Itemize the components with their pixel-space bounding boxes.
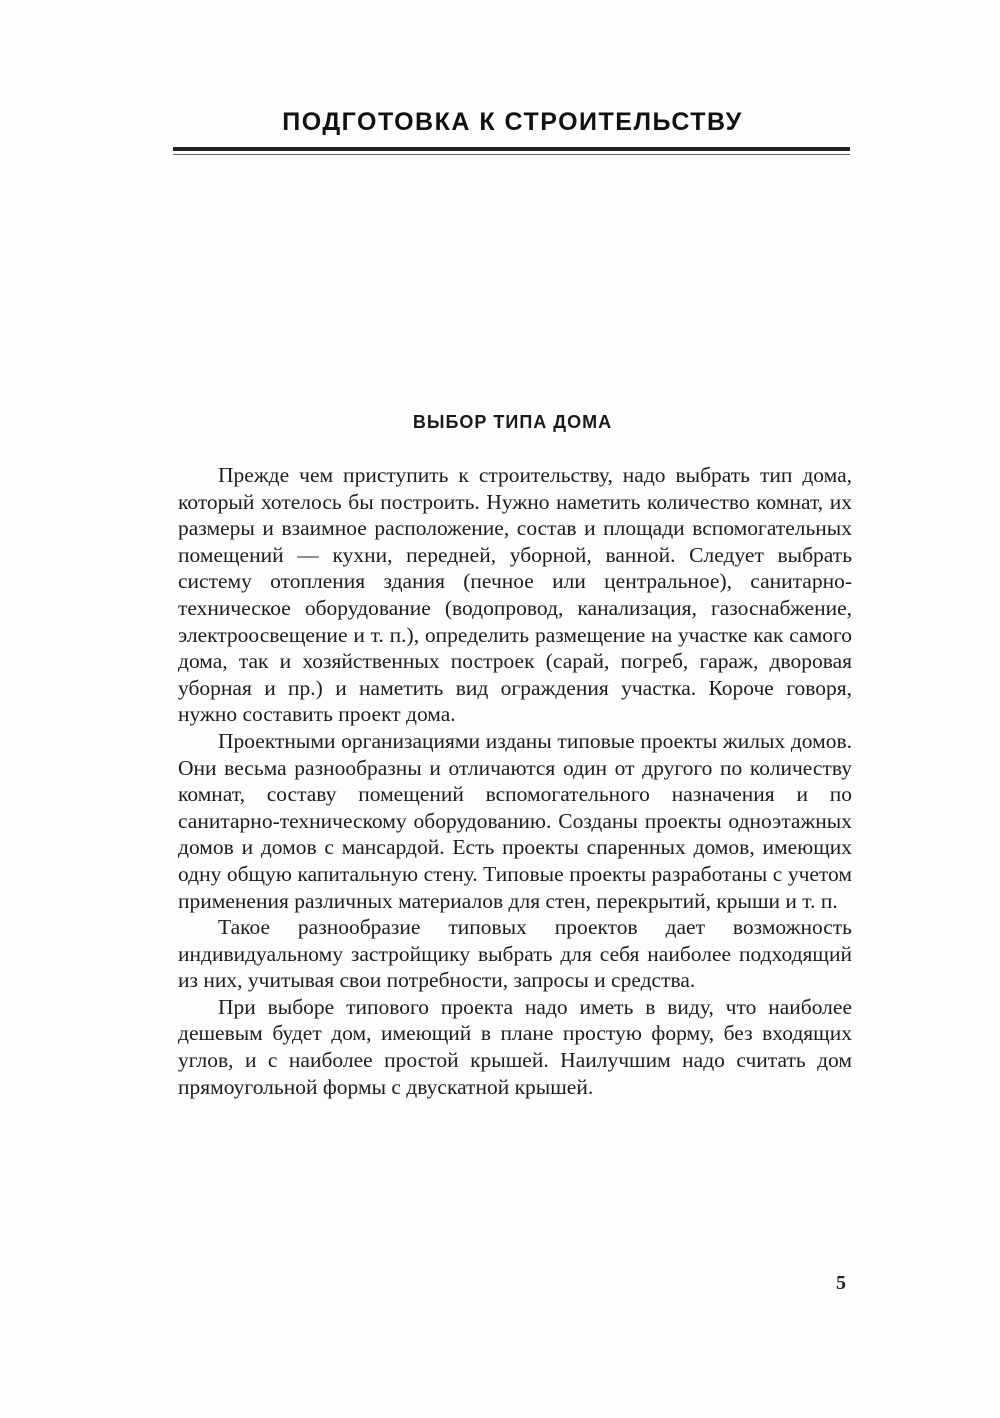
chapter-title: ПОДГОТОВКА К СТРОИТЕЛЬСТВУ (282, 108, 743, 136)
section-body (178, 462, 852, 1100)
paragraph: Проектными организациями изданы типовые проекты жилых домов. Они весьма разнообразны и отличаются один от другого по количеству комнат, составу помещений вспомогательного назначения и по санитарно-техническому оборудованию. Созданы проекты одноэтажных домов и домов с мансардой. Есть проекты спаренных домов, имеющих одну общую капитальную стену. Типовые проекты разработаны с учетом применения различных материалов для стен, перекрытий, крыши и т. п. (178, 728, 852, 913)
paragraph: Такое разнообразие типовых проектов дает возможность индивидуальному застройщику выбрать для себя наиболее подходящий из них, учитывая свои потребности, запросы и средства. (178, 915, 852, 993)
section-title: ВЫБОР ТИПА ДОМА (412, 412, 613, 432)
paragraph: При выборе типового проекта надо иметь в виду, что наиболее дешевым будет дом, имеющий в плане простую форму, без входящих углов, и с наиболее простой крышей. Наилучшим надо считать дом прямоугольной формы с двускатной крышей. (178, 994, 852, 1099)
chapter-title-rule (173, 147, 850, 151)
page-number: 5 (836, 1272, 846, 1294)
chapter-title-rule-thin (173, 154, 850, 155)
paragraph: Прежде чем приступить к строительству, надо выбрать тип дома, который хотелось бы построить. Нужно наметить количество комнат, их размеры и взаимное расположение, состав и площади вспомогательных помещений — кухни, передней, уборной, ванной. Следует выбрать систему отопления здания (печное или центральное), санитарно-техническое оборудование (водопровод, канализация, газоснабжение, электроосвещение и т. п.), определить размещение на участке как самого дома, так и хозяйственных построек (сарай, погреб, гараж, дворовая уборная и пр.) и наметить вид ограждения участка. Короче говоря, нужно составить проект дома. (178, 463, 852, 727)
